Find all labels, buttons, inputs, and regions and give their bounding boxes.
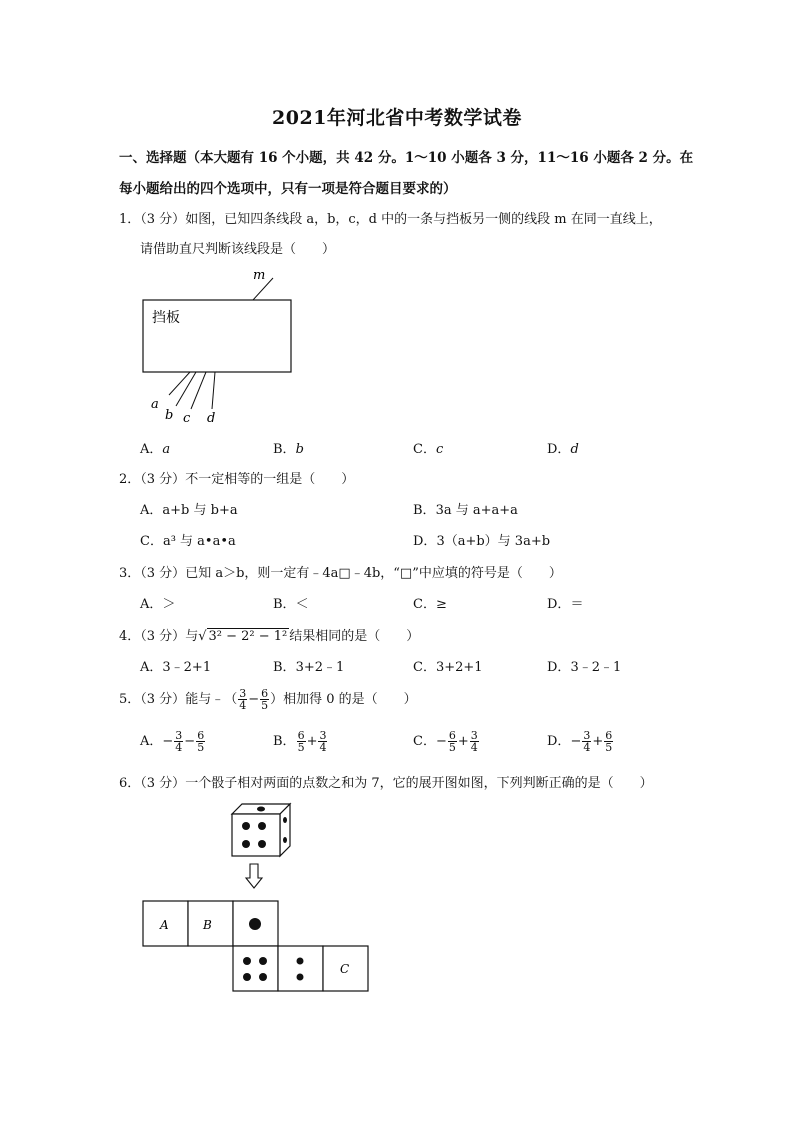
question-score: （3 分） xyxy=(140,472,186,487)
pip xyxy=(259,957,267,965)
question-text: 已知 a＞b，则一定有﹣4a□﹣4b，“□”中应填的符号是（ ） xyxy=(185,566,562,581)
net-label-b: B xyxy=(203,918,212,932)
q4-option-b: B．3+2﹣1 xyxy=(273,660,345,675)
question-1-line2: 请借助直尺判断该线段是（ ） xyxy=(140,242,336,257)
baffle-label: 挡板 xyxy=(152,310,180,326)
pip xyxy=(297,974,304,981)
question-5: 5．（3 分）能与﹣（ $\frac{3}{4}$ − $\frac{6}{5}$ ）相加得 0 的是（ ） xyxy=(119,687,417,712)
q2-option-a: A．a+b 与 b+a xyxy=(140,503,238,518)
q5-option-c: C．− $\frac{6}{5}$ + $\frac{3}{4}$ xyxy=(413,729,478,754)
question-1 xyxy=(119,208,662,227)
question-score: （3 分） xyxy=(140,776,186,791)
pip xyxy=(258,840,266,848)
pip xyxy=(258,822,266,830)
top-pip xyxy=(257,807,265,812)
q1-figure xyxy=(140,262,310,432)
q3-option-a: A．＞ xyxy=(140,597,176,612)
net-label-c: C xyxy=(340,962,350,976)
q1-option-a: A．a xyxy=(140,442,171,457)
pip xyxy=(243,957,251,965)
label-m: m xyxy=(253,268,266,283)
pip xyxy=(259,973,267,981)
dice-cube-figure xyxy=(228,800,298,860)
question-2 xyxy=(119,468,354,487)
label-b: b xyxy=(165,408,174,423)
line-d xyxy=(212,372,215,409)
q4-option-c: C．3+2+1 xyxy=(413,660,483,675)
pip xyxy=(242,840,250,848)
label-a: a xyxy=(151,397,159,412)
pip xyxy=(249,918,261,930)
question-score: （3 分） xyxy=(140,629,186,644)
question-number: 3． xyxy=(119,566,141,581)
radicand: 3² − 2² − 1² xyxy=(208,629,288,644)
q4-option-d: D．3﹣2﹣1 xyxy=(547,660,622,675)
pip xyxy=(297,958,304,965)
q1-option-c: C．c xyxy=(413,442,444,457)
cube-side-face xyxy=(280,804,290,856)
q1-option-d: D．d xyxy=(547,442,579,457)
q4-option-a: A．3﹣2+1 xyxy=(140,660,212,675)
q5-option-b: B． $\frac{6}{5}$ + $\frac{3}{4}$ xyxy=(273,729,327,754)
q2-option-d: D．3（a+b）与 3a+b xyxy=(413,534,551,549)
question-score: （3 分） xyxy=(140,212,186,227)
q2-option-c: C．a³ 与 a•a•a xyxy=(140,534,236,549)
q2-option-b: B．3a 与 a+a+a xyxy=(413,503,518,518)
dice-net-figure xyxy=(140,898,372,996)
question-4: 4．（3 分）与√ 3² − 2² − 1² 结果相同的是（ ） xyxy=(119,629,420,644)
side-pip xyxy=(283,837,287,843)
question-score: （3 分） xyxy=(140,566,186,581)
question-text: 一个骰子相对两面的点数之和为 7，它的展开图如图，下列判断正确的是（ ） xyxy=(185,776,653,791)
net-face-two xyxy=(278,946,323,991)
question-number: 5． xyxy=(119,692,141,707)
question-number: 6． xyxy=(119,776,141,791)
question-text: 如图，已知四条线段 a，b，c，d 中的一条与挡板另一侧的线段 m 在同一直线上， xyxy=(185,212,662,227)
label-d: d xyxy=(207,411,216,426)
section-header-line1: 一、选择题（本大题有 16 个小题，共 42 分。1～10 小题各 3 分，11～16 小题各 2 分。在 xyxy=(119,150,694,166)
q3-option-b: B．＜ xyxy=(273,597,309,612)
section-header-line2: 每小题给出的四个选项中，只有一项是符合题目要求的） xyxy=(119,181,457,197)
down-arrow-icon xyxy=(244,862,264,890)
line-a xyxy=(169,372,190,395)
question-number: 4． xyxy=(119,629,141,644)
label-c: c xyxy=(183,411,191,426)
question-number: 2． xyxy=(119,472,141,487)
fraction: $\frac{6}{5}$ xyxy=(261,687,269,712)
question-score: （3 分） xyxy=(140,692,186,707)
q3-option-d: D．＝ xyxy=(547,597,584,612)
net-face-four xyxy=(233,946,278,991)
side-pip xyxy=(283,817,287,823)
question-text: 不一定相等的一组是（ ） xyxy=(185,472,355,487)
pip xyxy=(242,822,250,830)
q3-option-c: C．≥ xyxy=(413,597,447,612)
pip xyxy=(243,973,251,981)
question-6 xyxy=(119,772,653,791)
q5-option-d: D．− $\frac{3}{4}$ + $\frac{6}{5}$ xyxy=(547,729,613,754)
cube-front-face xyxy=(232,814,280,856)
page-title: 2021年河北省中考数学试卷 xyxy=(272,107,522,129)
question-number: 1． xyxy=(119,212,141,227)
q1-option-b: B．b xyxy=(273,442,304,457)
net-label-a: A xyxy=(160,918,169,932)
q5-option-a: A．− $\frac{3}{4}$ − $\frac{6}{5}$ xyxy=(140,729,205,754)
question-3 xyxy=(119,562,562,581)
fraction: $\frac{3}{4}$ xyxy=(239,687,247,712)
